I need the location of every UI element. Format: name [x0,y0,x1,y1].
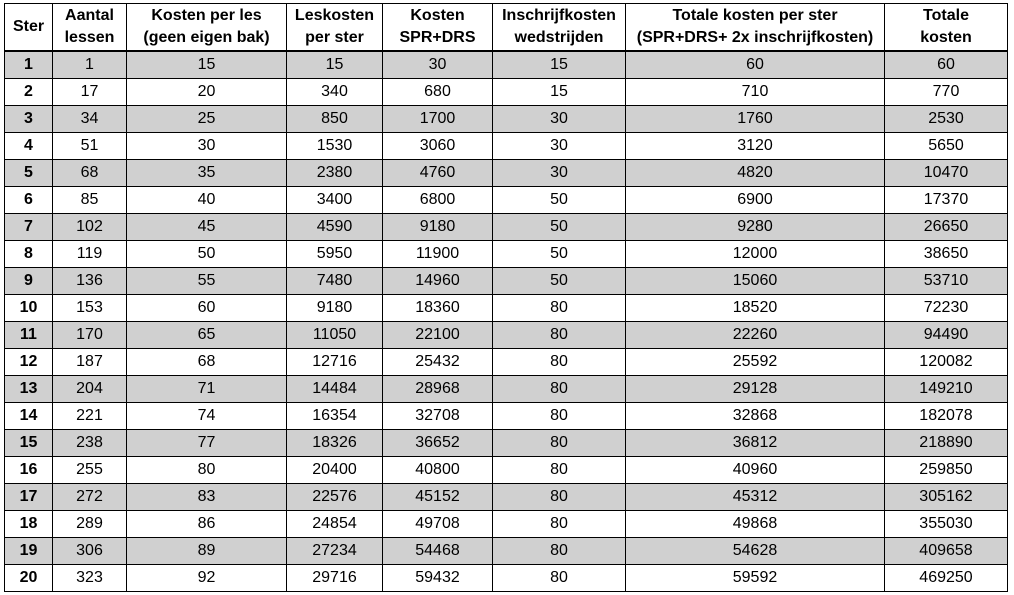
table-row [5,79,1008,106]
table-cell: 71 [127,376,287,403]
ster-cell: 18 [5,511,53,538]
ster-cell: 8 [5,241,53,268]
table-cell: 50 [493,187,626,214]
column-header [127,4,287,52]
table-cell: 24854 [287,511,383,538]
table-cell: 60 [885,51,1008,79]
table-cell: 51 [53,133,127,160]
table-cell: 170 [53,322,127,349]
table-cell: 9280 [626,214,885,241]
table-cell: 11900 [383,241,493,268]
column-header-line: Totale kosten per ster [672,7,838,24]
table-cell: 355030 [885,511,1008,538]
table-cell: 17 [53,79,127,106]
column-header [287,4,383,52]
ster-cell: 6 [5,187,53,214]
table-row [5,295,1008,322]
table-cell: 16354 [287,403,383,430]
ster-cell: 2 [5,79,53,106]
table-row [5,187,1008,214]
table-cell: 272 [53,484,127,511]
table-cell: 3400 [287,187,383,214]
table-cell: 102 [53,214,127,241]
table-cell: 340 [287,79,383,106]
ster-cell: 19 [5,538,53,565]
table-row [5,511,1008,538]
table-cell: 14484 [287,376,383,403]
table-cell: 22576 [287,484,383,511]
table-cell: 153 [53,295,127,322]
table-cell: 80 [493,349,626,376]
table-cell: 850 [287,106,383,133]
table-cell: 182078 [885,403,1008,430]
column-header-line: kosten [920,29,972,46]
table-cell: 34 [53,106,127,133]
table-cell: 80 [493,430,626,457]
table-cell: 15 [493,51,626,79]
table-cell: 5950 [287,241,383,268]
table-cell: 22260 [626,322,885,349]
table-cell: 17370 [885,187,1008,214]
table-cell: 770 [885,79,1008,106]
table-cell: 80 [493,376,626,403]
column-header-line: Ster [12,18,45,35]
table-row [5,241,1008,268]
ster-cell: 10 [5,295,53,322]
column-header-line: Totale [923,7,969,24]
table-cell: 94490 [885,322,1008,349]
table-cell: 80 [493,457,626,484]
ster-cell: 4 [5,133,53,160]
table-cell: 4590 [287,214,383,241]
table-row [5,457,1008,484]
table-cell: 469250 [885,565,1008,592]
table-cell: 409658 [885,538,1008,565]
table-cell: 80 [493,295,626,322]
table-cell: 18326 [287,430,383,457]
table-cell: 20400 [287,457,383,484]
table-row [5,376,1008,403]
table-row [5,349,1008,376]
table-cell: 86 [127,511,287,538]
table-cell: 221 [53,403,127,430]
ster-cell: 16 [5,457,53,484]
ster-cell: 5 [5,160,53,187]
table-cell: 72230 [885,295,1008,322]
table-cell: 68 [127,349,287,376]
column-header-line: lessen [64,29,115,46]
table-cell: 25592 [626,349,885,376]
table-cell: 1760 [626,106,885,133]
ster-cell: 13 [5,376,53,403]
table-cell: 29128 [626,376,885,403]
table-cell: 1 [53,51,127,79]
table-cell: 80 [493,484,626,511]
table-cell: 15 [493,79,626,106]
column-header-line: (geen eigen bak) [143,29,270,46]
table-cell: 187 [53,349,127,376]
table-cell: 40960 [626,457,885,484]
table-cell: 80 [493,403,626,430]
table-cell: 26650 [885,214,1008,241]
table-cell: 218890 [885,430,1008,457]
table-cell: 45 [127,214,287,241]
table-cell: 50 [493,268,626,295]
table-cell: 680 [383,79,493,106]
table-header [5,4,1008,52]
table-cell: 36812 [626,430,885,457]
column-header-line: Aantal [65,7,114,24]
table-cell: 306 [53,538,127,565]
table-row [5,430,1008,457]
table-cell: 45312 [626,484,885,511]
table-cell: 149210 [885,376,1008,403]
table-row [5,403,1008,430]
table-cell: 38650 [885,241,1008,268]
table-cell: 80 [493,511,626,538]
table-cell: 28968 [383,376,493,403]
ster-cell: 20 [5,565,53,592]
table-cell: 20 [127,79,287,106]
ster-cell: 17 [5,484,53,511]
table-row [5,565,1008,592]
table-cell: 25432 [383,349,493,376]
column-header [5,4,53,52]
table-row [5,484,1008,511]
table-cell: 238 [53,430,127,457]
table-cell: 18520 [626,295,885,322]
table-cell: 4820 [626,160,885,187]
table-cell: 9180 [287,295,383,322]
table-cell: 710 [626,79,885,106]
table-cell: 18360 [383,295,493,322]
header-row [5,4,1008,52]
table-cell: 10470 [885,160,1008,187]
table-cell: 30 [127,133,287,160]
table-row [5,133,1008,160]
table-cell: 30 [493,133,626,160]
column-header-line: (SPR+DRS+ 2x inschrijfkosten) [636,29,874,46]
column-header-line: Kosten per les [151,7,262,24]
table-cell: 59432 [383,565,493,592]
table-cell: 22100 [383,322,493,349]
table-cell: 136 [53,268,127,295]
table-cell: 9180 [383,214,493,241]
table-cell: 92 [127,565,287,592]
table-cell: 11050 [287,322,383,349]
table-cell: 120082 [885,349,1008,376]
column-header-line: per ster [305,29,364,46]
table-cell: 55 [127,268,287,295]
table-cell: 15060 [626,268,885,295]
table-cell: 5650 [885,133,1008,160]
table-cell: 53710 [885,268,1008,295]
table-cell: 30 [383,51,493,79]
table-cell: 2530 [885,106,1008,133]
table-cell: 15 [127,51,287,79]
table-cell: 68 [53,160,127,187]
table-cell: 6800 [383,187,493,214]
column-header [626,4,885,52]
table-cell: 32868 [626,403,885,430]
column-header [383,4,493,52]
table-cell: 4760 [383,160,493,187]
table-cell: 54468 [383,538,493,565]
ster-cell: 3 [5,106,53,133]
table-cell: 6900 [626,187,885,214]
table-cell: 15 [287,51,383,79]
ster-cell: 1 [5,51,53,79]
table-cell: 83 [127,484,287,511]
table-cell: 60 [127,295,287,322]
table-row [5,160,1008,187]
table-cell: 36652 [383,430,493,457]
table-body [5,51,1008,592]
table-cell: 30 [493,106,626,133]
table-cell: 12000 [626,241,885,268]
ster-cell: 9 [5,268,53,295]
table-cell: 7480 [287,268,383,295]
table-cell: 1530 [287,133,383,160]
column-header-line: SPR+DRS [399,29,476,46]
ster-cell: 14 [5,403,53,430]
table-cell: 60 [626,51,885,79]
table-cell: 32708 [383,403,493,430]
column-header-line: wedstrijden [514,29,604,46]
table-cell: 2380 [287,160,383,187]
table-cell: 80 [127,457,287,484]
table-cell: 255 [53,457,127,484]
table-row [5,214,1008,241]
table-cell: 74 [127,403,287,430]
ster-cell: 11 [5,322,53,349]
column-header-line: Kosten [410,7,465,24]
table-cell: 25 [127,106,287,133]
table-cell: 54628 [626,538,885,565]
table-cell: 59592 [626,565,885,592]
ster-cell: 15 [5,430,53,457]
table-row [5,51,1008,79]
table-cell: 3120 [626,133,885,160]
table-cell: 27234 [287,538,383,565]
column-header-line: Leskosten [294,7,375,24]
table-cell: 259850 [885,457,1008,484]
table-cell: 30 [493,160,626,187]
table-cell: 1700 [383,106,493,133]
table-cell: 29716 [287,565,383,592]
column-header [493,4,626,52]
table-cell: 323 [53,565,127,592]
table-cell: 65 [127,322,287,349]
table-cell: 40 [127,187,287,214]
table-cell: 35 [127,160,287,187]
column-header-line: Inschrijfkosten [502,7,616,24]
table-cell: 49868 [626,511,885,538]
table-cell: 50 [493,241,626,268]
table-cell: 49708 [383,511,493,538]
table-cell: 40800 [383,457,493,484]
table-cell: 119 [53,241,127,268]
table-row [5,322,1008,349]
ster-cell: 7 [5,214,53,241]
table-cell: 50 [493,214,626,241]
table-cell: 89 [127,538,287,565]
table-row [5,268,1008,295]
table-cell: 80 [493,565,626,592]
table-row [5,106,1008,133]
table-cell: 3060 [383,133,493,160]
ster-cell: 12 [5,349,53,376]
table-cell: 77 [127,430,287,457]
table-cell: 204 [53,376,127,403]
cost-table [4,3,1008,592]
table-cell: 80 [493,322,626,349]
table-cell: 14960 [383,268,493,295]
table-cell: 289 [53,511,127,538]
table-cell: 50 [127,241,287,268]
table-cell: 85 [53,187,127,214]
table-cell: 12716 [287,349,383,376]
table-cell: 80 [493,538,626,565]
column-header [53,4,127,52]
column-header [885,4,1008,52]
table-cell: 305162 [885,484,1008,511]
table-cell: 45152 [383,484,493,511]
table-row [5,538,1008,565]
